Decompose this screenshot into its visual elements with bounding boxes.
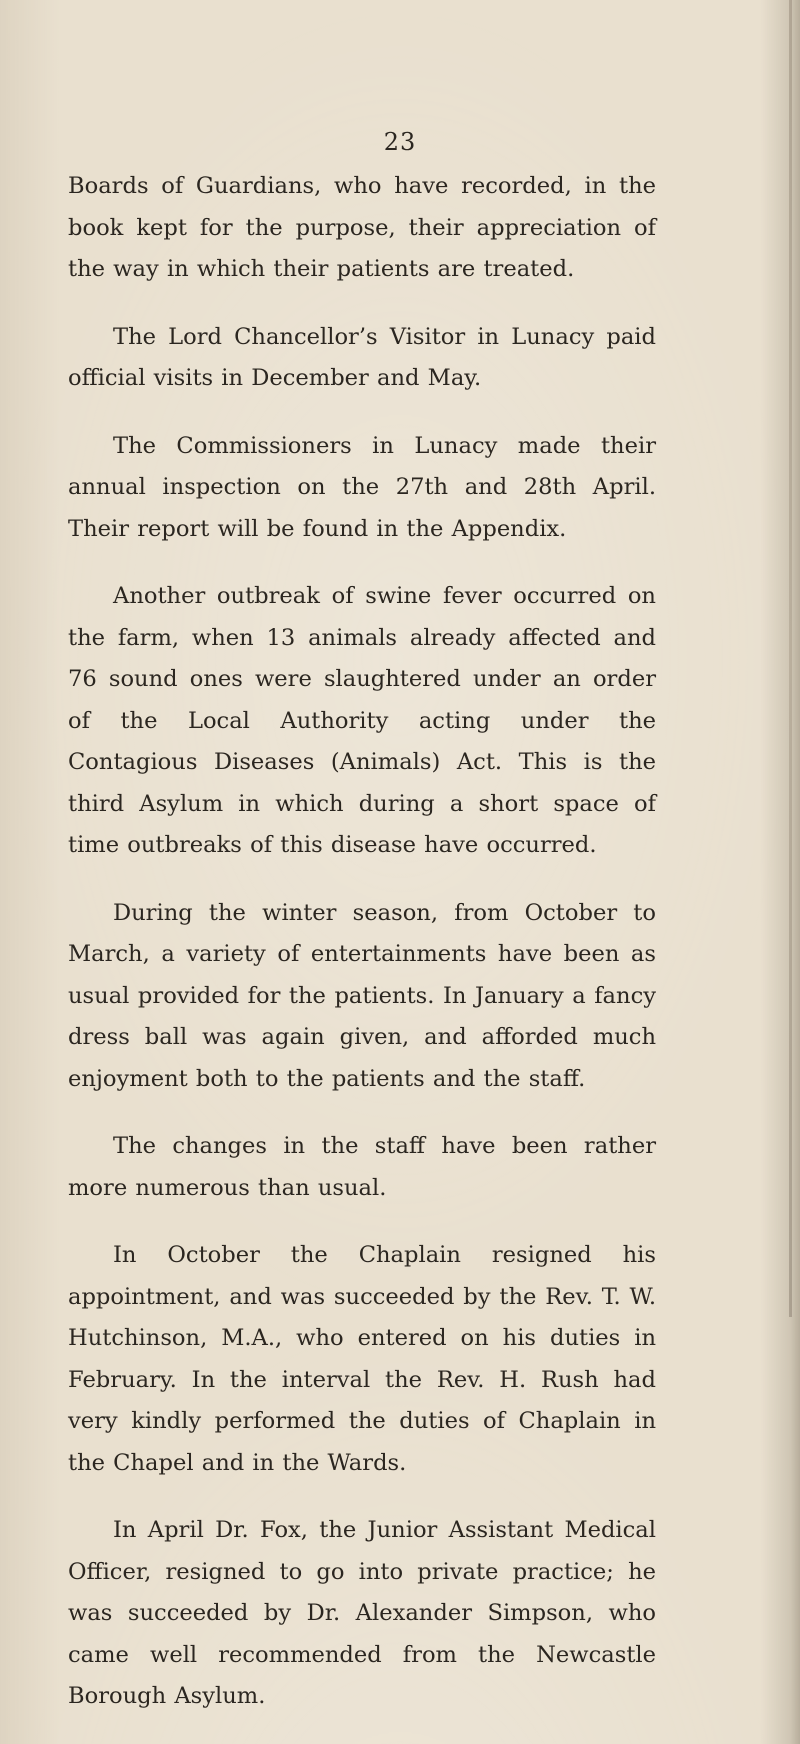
body-text: [68, 166, 656, 1744]
page-number: 23: [383, 128, 417, 156]
paragraph-commissioners-inspection: The Commissioners in Lunacy made their annual inspection on the 27th and 28th April. Their report will be found in the Appendix.: [68, 432, 656, 542]
page-edge-shadow: [789, 0, 792, 1317]
paragraph-boards-of-guardians: Boards of Guardians, who have recorded, in the book kept for the purpose, their appreciation of the way in which their patients are treated.: [68, 173, 656, 282]
paragraph-medical-officer: In April Dr. Fox, the Junior Assistant Medical Officer, resigned to go into private practice; he was succeeded by Dr. Alexander Simpson, who came well recommended from the Newcastle Borough Asylum.: [68, 1517, 656, 1709]
paragraph-staff-changes: The changes in the staff have been rather more numerous than usual.: [68, 1133, 656, 1201]
paragraph-lord-chancellors-visitor: The Lord Chancellor’s Visitor in Lunacy paid official visits in December and May.: [68, 323, 656, 391]
paragraph-winter-entertainments: During the winter season, from October to March, a variety of entertainments have been as usual provided for the patients. In January a fancy dress ball was again given, and afforded much enjoyment both to the patients and the staff.: [68, 899, 656, 1092]
paragraph-swine-fever: Another outbreak of swine fever occurred on the farm, when 13 animals already affected and 76 sound ones were slaughtered under an order of the Local Authority acting under the Contagious Diseases (Animals) Act. This is the third Asylum in which during a short space of time outbreaks of this disease have occurred.: [68, 583, 656, 858]
paragraph-chaplain: In October the Chaplain resigned his appointment, and was succeeded by the Rev. T. W. Hutchinson, M.A., who entered on his duties in February. In the interval the Rev. H. Rush had very kindly performed the duties of Chaplain in the Chapel and in the Wards.: [68, 1242, 656, 1476]
